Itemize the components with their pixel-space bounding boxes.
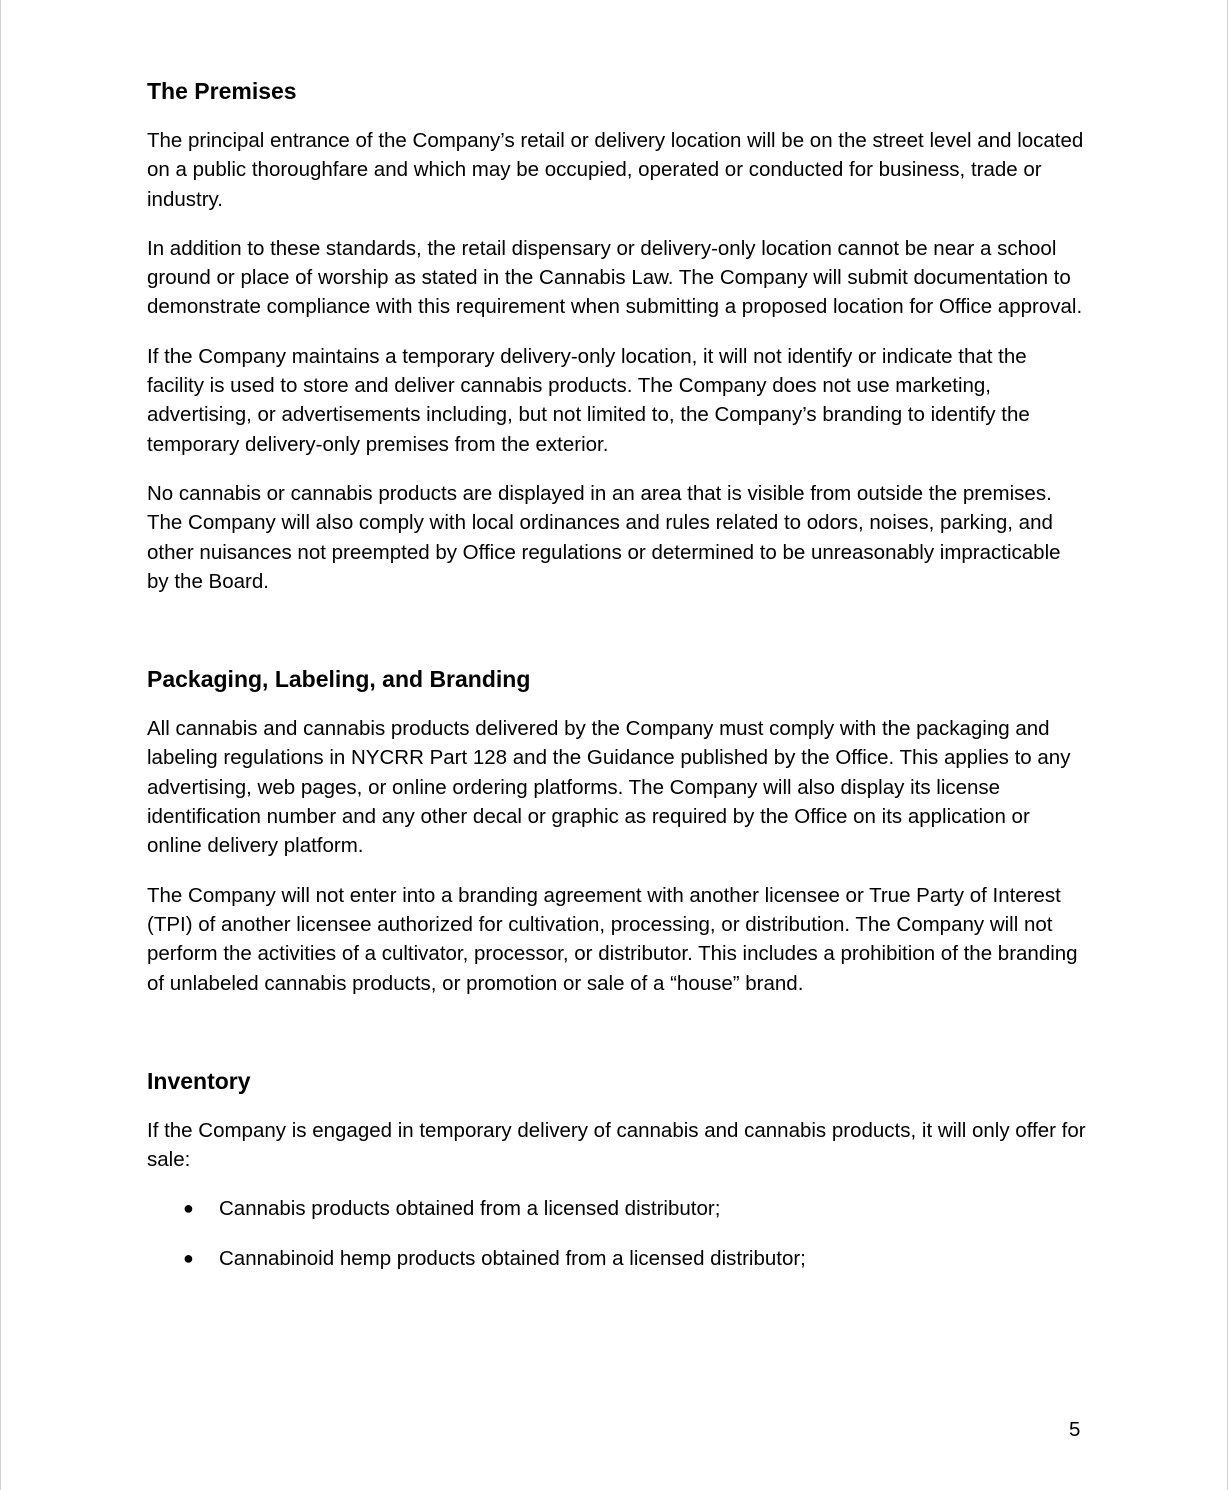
section-heading-inventory: Inventory [147, 1067, 251, 1094]
bullet-list [147, 1194, 1087, 1273]
paragraph: All cannabis and cannabis products delivered by the Company must comply with the packaging and labeling regulations in NYCRR Part 128 and the Guidance published by the Office. This applies to any advertising, web pages, or online ordering platforms. The Company will also display its license identification number and any other decal or graphic as required by the Office on its application or online delivery platform. [147, 717, 1071, 858]
paragraph: The Company will not enter into a branding agreement with another licensee or True Party of Interest (TPI) of another licensee authorized for cultivation, processing, or distribution. The Company will not perform the activities of a cultivator, processor, or distributor. This includes a prohibition of the branding of unlabeled cannabis products, or promotion or sale of a “house” brand. [147, 883, 1078, 995]
page-number: 5 [1069, 1418, 1081, 1441]
section-heading-packaging: Packaging, Labeling, and Branding [147, 666, 531, 693]
section-heading-premises: The Premises [147, 78, 297, 104]
list-item [147, 1194, 1087, 1223]
paragraph: In addition to these standards, the retail dispensary or delivery-only location cannot be near a school ground or place of worship as stated in the Cannabis Law. The Company will submit documentation to demonstrate compliance with this requirement when submitting a proposed location for Office approval. [147, 236, 1083, 319]
paragraph: The principal entrance of the Company’s retail or delivery location will be on the street level and located on a public thoroughfare and which may be occupied, operated or conducted for business, trade or industry. [147, 129, 1084, 211]
list-item-text: Cannabinoid hemp products obtained from a licensed distributor; [219, 1246, 806, 1270]
paragraph: If the Company is engaged in temporary delivery of cannabis and cannabis products, it will only offer for sale: [147, 1118, 1086, 1172]
paragraph: If the Company maintains a temporary delivery-only location, it will not identify or indicate that the facility is used to store and deliver cannabis products. The Company does not use marketing, advertising, or advertisements including, but not limited to, the Company’s branding to identify the temporary delivery-only premises from the exterior. [147, 344, 1030, 456]
page-content [147, 76, 1087, 1293]
bullet-icon: ● [183, 1198, 194, 1219]
section-spacer [147, 1018, 1087, 1066]
list-item [147, 1244, 1087, 1273]
list-item-text: Cannabis products obtained from a licensed distributor; [219, 1197, 721, 1221]
bullet-icon: ● [183, 1247, 194, 1268]
section-spacer [147, 616, 1087, 664]
paragraph: No cannabis or cannabis products are displayed in an area that is visible from outside the premises. The Company will also comply with local ordinances and rules related to odors, noises, parking, and other nuisances not preempted by Office regulations or determined to be unreasonably impracticable by the Board. [147, 481, 1061, 593]
